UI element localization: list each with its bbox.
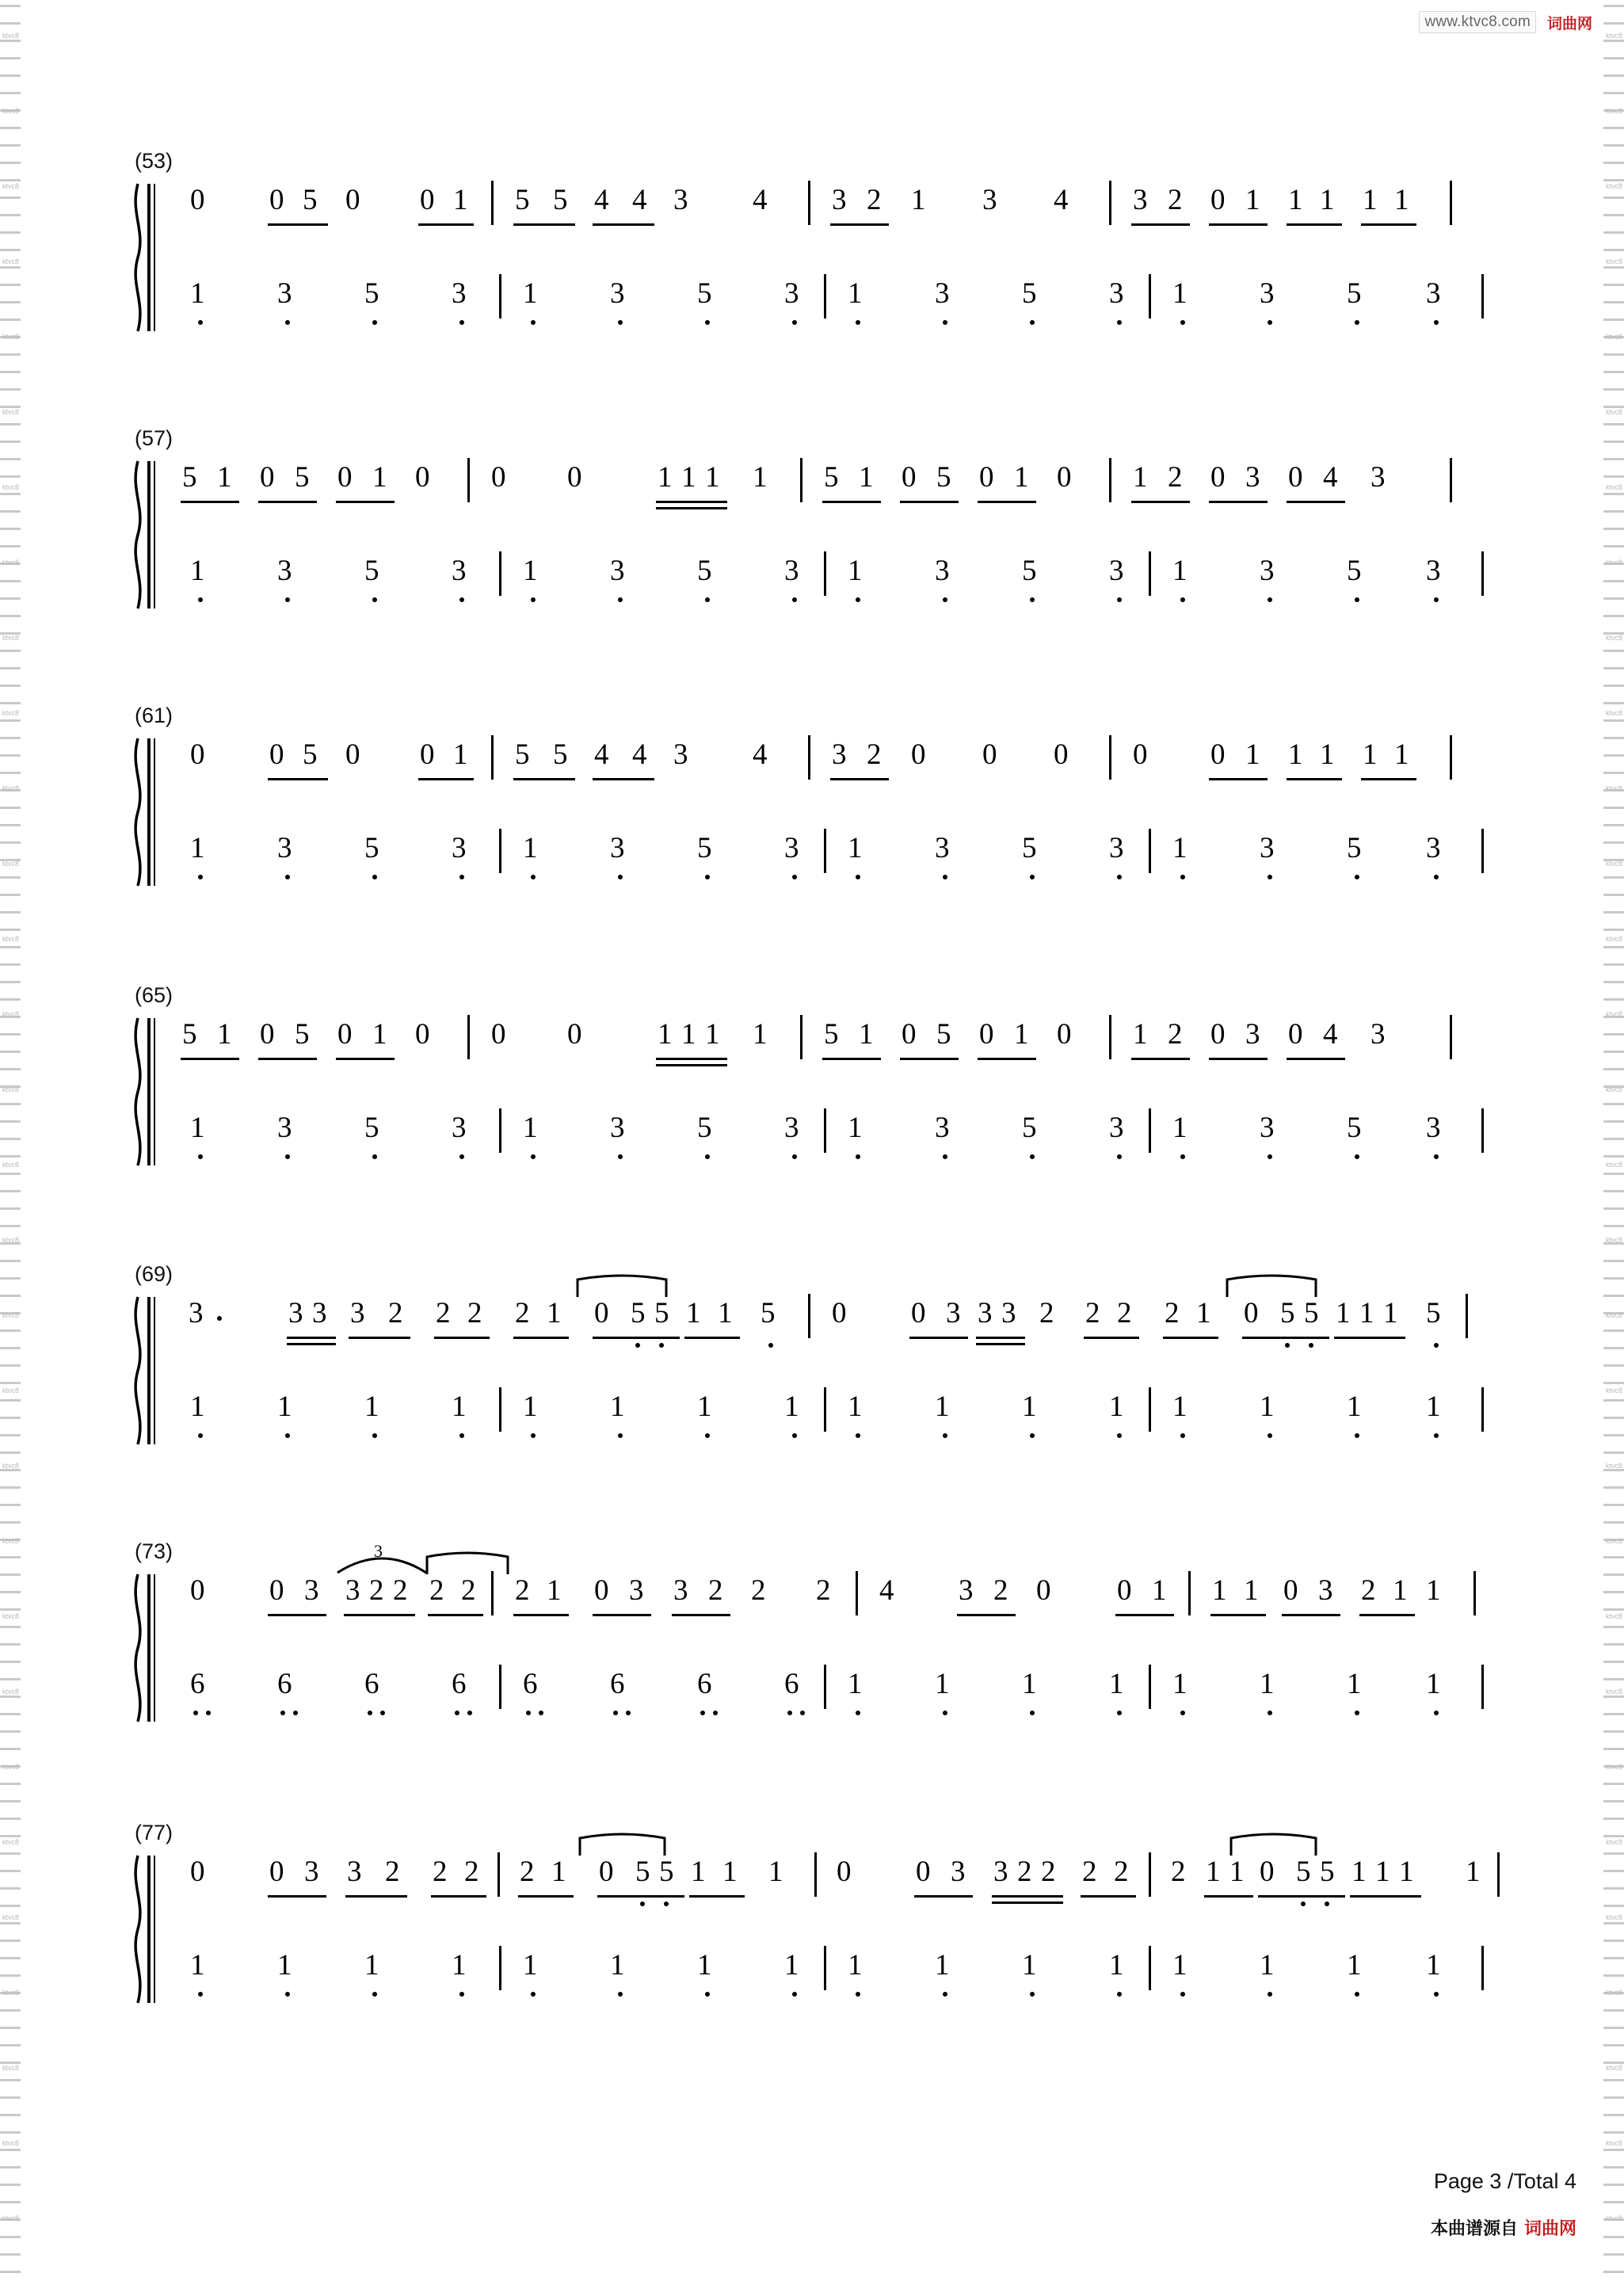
- edge-watermark: ktvc8: [1606, 1688, 1623, 1695]
- edge-watermark: ktvc8: [2, 709, 20, 717]
- edge-watermark: ktvc8: [1606, 408, 1623, 416]
- site-name-cn: 词曲网: [1546, 15, 1592, 32]
- edge-watermark: ktvc8: [2, 107, 20, 115]
- edge-watermark: ktvc8: [2, 1311, 20, 1319]
- edge-watermark: ktvc8: [2, 1612, 20, 1620]
- edge-watermark: ktvc8: [1606, 182, 1623, 190]
- edge-watermark: ktvc8: [1606, 1838, 1623, 1846]
- bass-row: 6 6 6 6 6 6 6 6 1 1 1 1 1 1 1 1: [119, 1669, 1513, 1742]
- edge-watermark: ktvc8: [2, 2139, 20, 2147]
- edge-watermark: ktvc8: [2, 1236, 20, 1244]
- system-number: (57): [135, 426, 173, 450]
- edge-watermark: ktvc8: [2, 1989, 20, 1997]
- edge-watermark: ktvc8: [1606, 1989, 1623, 1997]
- edge-watermark: ktvc8: [2, 1763, 20, 1771]
- edge-watermark: ktvc8: [2, 257, 20, 265]
- edge-watermark: ktvc8: [2, 182, 20, 190]
- system-57: [119, 426, 1513, 629]
- bass-row: 1 1 1 1 1 1 1 1 1 1 1 1 1 1 1 1: [119, 1392, 1513, 1465]
- bass-row: 1 1 1 1 1 1 1 1 1 1 1 1 1 1 1 1: [119, 1951, 1513, 2024]
- melody-row: 0 0 3 3 3 2 2 2 2 2 1 0 3 3 2 2 2 4 3 2 0 0 1 1 1 0 3 2 1 1: [119, 1576, 1513, 1649]
- edge-watermark: ktvc8: [2, 2064, 20, 2072]
- melody-row: 5 1 0 5 0 1 0 0 0 1 1 1 1 5 1 0 5 0 1 0 1 2 0 3 0 4 3: [119, 463, 1513, 536]
- edge-watermark: ktvc8: [1606, 1612, 1623, 1620]
- edge-watermark: ktvc8: [1606, 1763, 1623, 1771]
- system-number: (73): [135, 1539, 173, 1563]
- system-number: (69): [135, 1262, 173, 1286]
- melody-row: 5 1 0 5 0 1 0 0 0 1 1 1 1 5 1 0 5 0 1 0 1 2 0 3 0 4 3: [119, 1020, 1513, 1093]
- bass-row: 1 3 5 3 1 3 5 3 1 3 5 3 1 3 5 3: [119, 833, 1513, 906]
- system-number: (61): [135, 704, 173, 727]
- edge-watermark: ktvc8: [2, 1537, 20, 1545]
- edge-watermark: ktvc8: [2, 1913, 20, 1921]
- source-site-name: 词曲网: [1523, 2218, 1576, 2238]
- edge-watermark: ktvc8: [2, 1462, 20, 1470]
- edge-watermark: ktvc8: [1606, 1462, 1623, 1470]
- edge-watermark: ktvc8: [2, 1838, 20, 1846]
- edge-watermark: ktvc8: [1606, 1236, 1623, 1244]
- edge-watermark: ktvc8: [1606, 2064, 1623, 2072]
- edge-watermark: ktvc8: [1606, 257, 1623, 265]
- edge-watermark: ktvc8: [1606, 483, 1623, 491]
- edge-watermark: ktvc8: [2, 32, 20, 40]
- edge-watermark: ktvc8: [1606, 1161, 1623, 1169]
- edge-watermark: ktvc8: [1606, 2214, 1623, 2222]
- system-77: [119, 1821, 1513, 2024]
- melody-row: 0 0 3 3 2 2 2 2 1 0 5 5 1 1 1 0 0 3 3 2 2 2 2 2 1 1 0 5 5 1 1 1 1: [119, 1857, 1513, 1930]
- edge-watermark: ktvc8: [2, 1161, 20, 1169]
- edge-watermark: ktvc8: [1606, 1085, 1623, 1093]
- system-number: (77): [135, 1821, 173, 1844]
- edge-watermark: ktvc8: [2, 634, 20, 642]
- edge-watermark: ktvc8: [2, 408, 20, 416]
- melody-row: 3 3 3 3 2 2 2 2 1 0 5 5 1 1 5 0 0 3 3 3 2 2 2 2 1 0 5 5 1 1 1 5: [119, 1299, 1513, 1371]
- system-69: [119, 1262, 1513, 1465]
- edge-watermark: ktvc8: [1606, 559, 1623, 566]
- edge-watermark: ktvc8: [2, 333, 20, 341]
- edge-watermark: ktvc8: [1606, 32, 1623, 40]
- edge-watermark: ktvc8: [1606, 2139, 1623, 2147]
- edge-watermark: ktvc8: [2, 784, 20, 792]
- bass-row: 1 3 5 3 1 3 5 3 1 3 5 3 1 3 5 3: [119, 279, 1513, 352]
- edge-watermark: ktvc8: [2, 1387, 20, 1394]
- edge-watermark: ktvc8: [1606, 1010, 1623, 1018]
- edge-watermark: ktvc8: [2, 2214, 20, 2222]
- edge-watermark: ktvc8: [2, 1085, 20, 1093]
- edge-watermark: ktvc8: [2, 559, 20, 566]
- edge-watermark: ktvc8: [1606, 333, 1623, 341]
- edge-watermark: ktvc8: [1606, 1387, 1623, 1394]
- system-61: [119, 704, 1513, 906]
- edge-watermark: ktvc8: [1606, 107, 1623, 115]
- site-url: www.ktvc8.com: [1419, 11, 1536, 33]
- bass-row: 1 3 5 3 1 3 5 3 1 3 5 3 1 3 5 3: [119, 1113, 1513, 1186]
- edge-watermark: ktvc8: [2, 1688, 20, 1695]
- system-number: (53): [135, 149, 173, 173]
- edge-watermark: ktvc8: [2, 1010, 20, 1018]
- melody-row: 0 0 5 0 0 1 5 5 4 4 3 4 3 2 1 3 4 3 2 0 1 1 1 1 1: [119, 185, 1513, 258]
- edge-watermark: ktvc8: [1606, 784, 1623, 792]
- source-label: 本曲谱源自: [1430, 2218, 1518, 2238]
- edge-watermark: ktvc8: [2, 860, 20, 868]
- system-65: [119, 983, 1513, 1186]
- edge-watermark: ktvc8: [1606, 709, 1623, 717]
- system-73: [119, 1539, 1513, 1742]
- edge-watermark: ktvc8: [2, 483, 20, 491]
- page-number-label: Page 3 /Total 4: [1433, 2169, 1576, 2193]
- bass-row: 1 3 5 3 1 3 5 3 1 3 5 3 1 3 5 3: [119, 556, 1513, 629]
- edge-watermark: ktvc8: [1606, 634, 1623, 642]
- edge-watermark: ktvc8: [1606, 1913, 1623, 1921]
- system-number: (65): [135, 983, 173, 1007]
- source-attribution: [1431, 2215, 1576, 2240]
- edge-watermark: ktvc8: [1606, 935, 1623, 943]
- edge-watermark: ktvc8: [1606, 1311, 1623, 1319]
- system-53: [119, 149, 1513, 352]
- edge-watermark: ktvc8: [2, 935, 20, 943]
- edge-watermark: ktvc8: [1606, 860, 1623, 868]
- melody-row: 0 0 5 0 0 1 5 5 4 4 3 4 3 2 0 0 0 0 0 1 1 1 1 1: [119, 740, 1513, 813]
- edge-watermark: ktvc8: [1606, 1537, 1623, 1545]
